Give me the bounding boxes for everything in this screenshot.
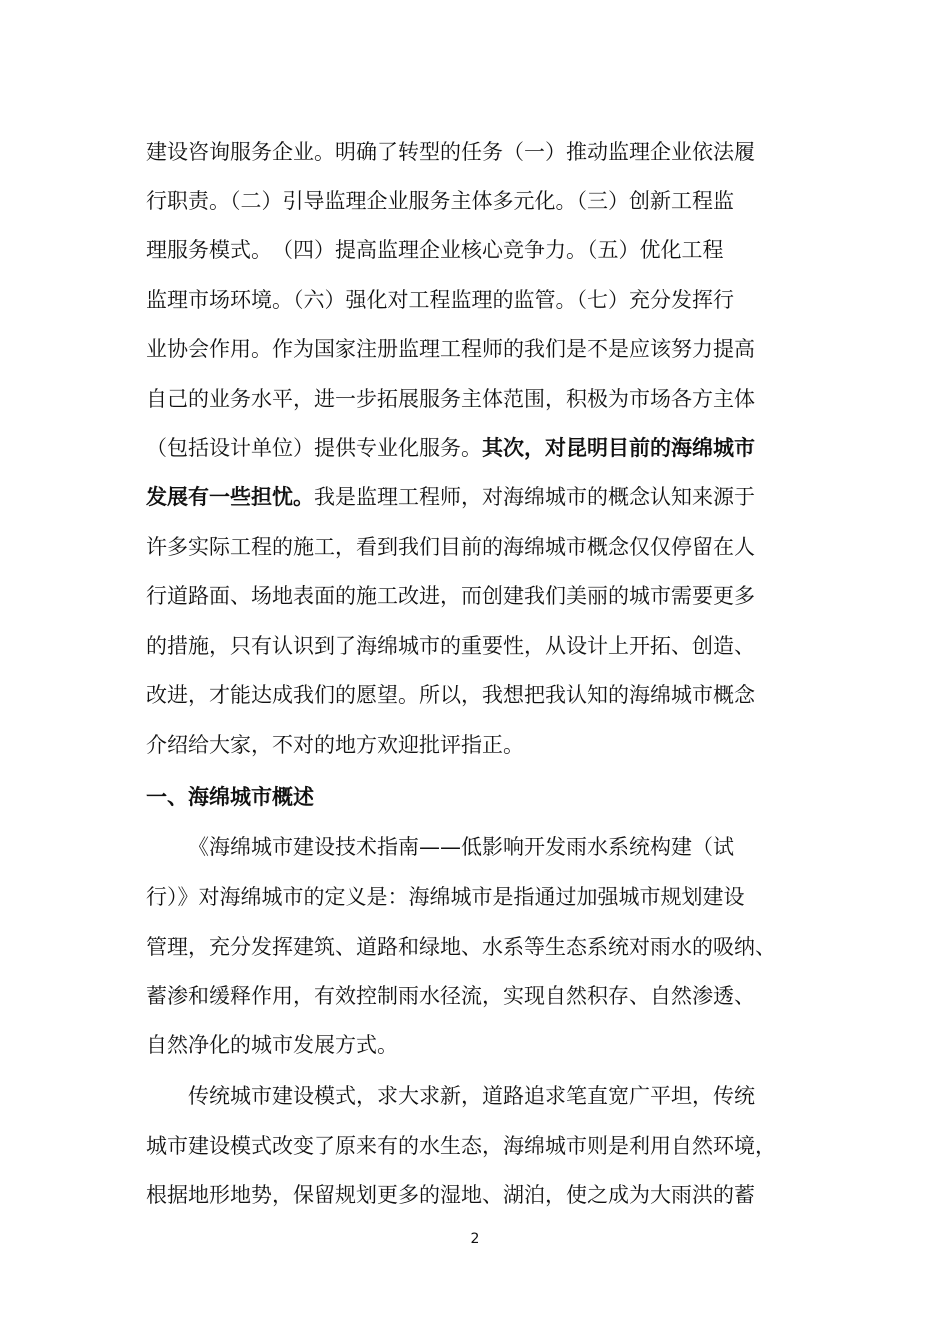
paragraph-line: 许多实际工程的施工，看到我们目前的海绵城市概念仅仅停留在人 xyxy=(146,535,755,559)
paragraph-line: 监理市场环境。（六）强化对工程监理的监管。（七）充分发挥行 xyxy=(146,288,734,312)
section-heading: 一、海绵城市概述 xyxy=(146,785,314,809)
paragraph-line xyxy=(146,482,755,512)
paragraph-line: 改进，才能达成我们的愿望。所以，我想把我认知的海绵城市概念 xyxy=(146,683,755,707)
paragraph-line: 行）》对海绵城市的定义是：海绵城市是指通过加强城市规划建设 xyxy=(146,885,745,909)
paragraph-line: 行道路面、场地表面的施工改进，而创建我们美丽的城市需要更多 xyxy=(146,584,755,608)
paragraph-line: 理服务模式。 （四）提高监理企业核心竞争力。（五）优化工程 xyxy=(146,238,724,262)
paragraph-line: 业协会作用。作为国家注册监理工程师的我们是不是应该努力提高 xyxy=(146,337,755,361)
paragraph-line: 行职责。（二）引导监理企业服务主体多元化。（三）创新工程监 xyxy=(146,189,734,213)
page-number: 2 xyxy=(470,1231,480,1247)
paragraph-line: 《海绵城市建设技术指南——低影响开发雨水系统构建（试 xyxy=(188,835,734,859)
paragraph-line: 管理，充分发挥建筑、道路和绿地、水系等生态系统对雨水的吸纳、 xyxy=(146,935,776,959)
paragraph-text: 我是监理工程师，对海绵城市的概念认知来源于 xyxy=(314,485,755,509)
bold-emphasis-text: 发展有一些担忧。 xyxy=(146,485,314,509)
paragraph-line xyxy=(146,433,755,463)
bold-emphasis-text: 其次，对昆明目前的海绵城市 xyxy=(482,436,755,460)
paragraph-line: 建设咨询服务企业。明确了转型的任务（一）推动监理企业依法履 xyxy=(146,140,755,164)
paragraph-line: 根据地形地势，保留规划更多的湿地、湖泊，使之成为大雨洪的蓄 xyxy=(146,1183,755,1207)
paragraph-line: 城市建设模式改变了原来有的水生态，海绵城市则是利用自然环境， xyxy=(146,1134,776,1158)
paragraph-line: 介绍给大家，不对的地方欢迎批评指正。 xyxy=(146,733,524,757)
paragraph-line: 传统城市建设模式，求大求新，道路追求笔直宽广平坦，传统 xyxy=(188,1084,755,1108)
paragraph-line: 蓄渗和缓释作用，有效控制雨水径流，实现自然积存、自然渗透、 xyxy=(146,984,755,1008)
paragraph-text: （包括设计单位）提供专业化服务。 xyxy=(146,436,482,460)
paragraph-line: 自然净化的城市发展方式。 xyxy=(146,1033,398,1057)
paragraph-line: 自己的业务水平，进一步拓展服务主体范围，积极为市场各方主体 xyxy=(146,387,755,411)
paragraph-line: 的措施，只有认识到了海绵城市的重要性，从设计上开拓、创造、 xyxy=(146,634,755,658)
